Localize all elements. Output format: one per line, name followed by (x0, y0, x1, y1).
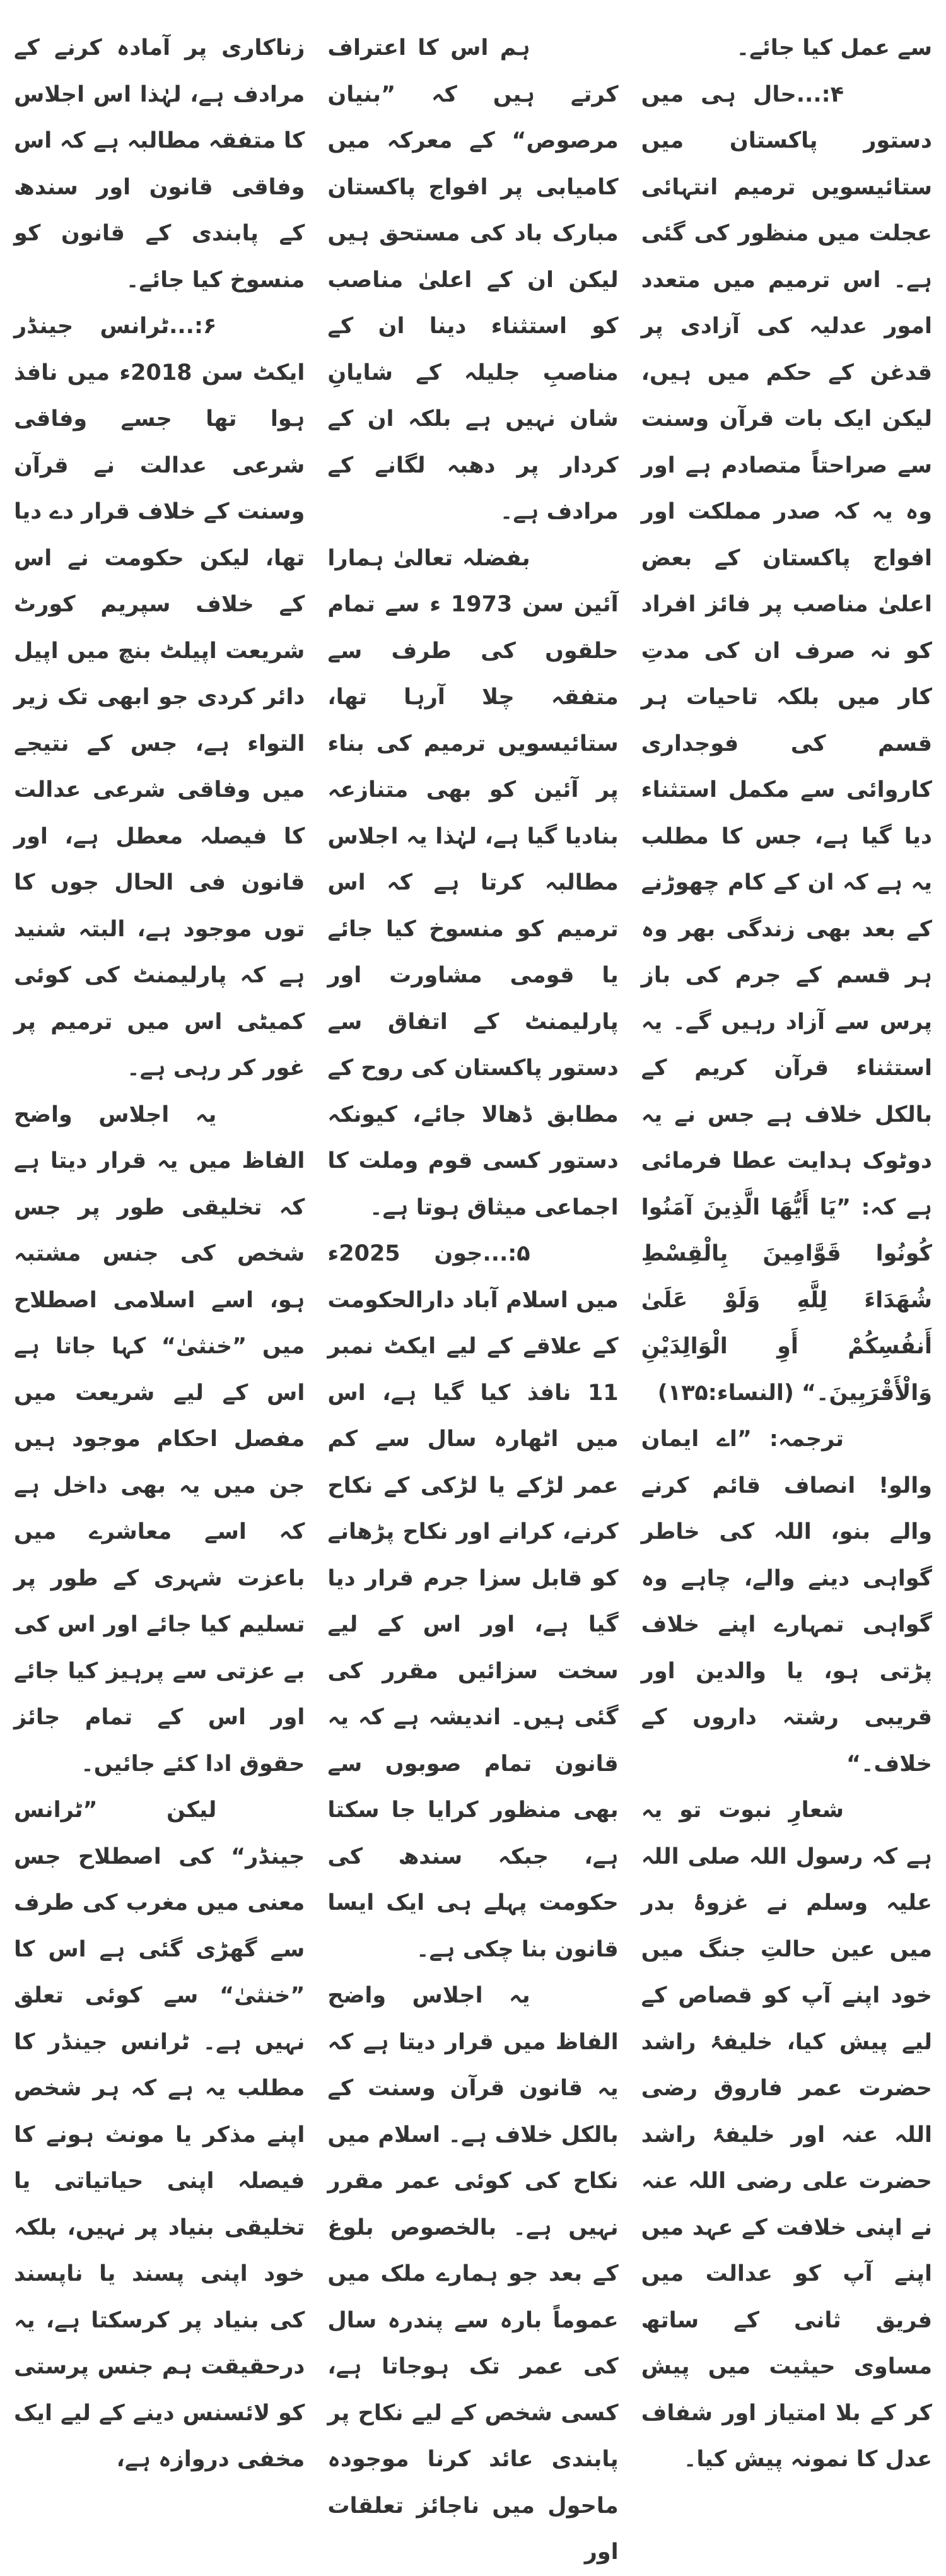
paragraph: لیکن ”ٹرانس جینڈر“ کی اصطلاح جس معنی میں مغرب کی طرف سے گھڑی گئی ہے اس کا ”خنثیٰ“ سے کوئی تعلق نہیں ہے۔ ٹرانس جینڈر کا مطلب یہ ہے کہ ہر شخص اپنے مذکر یا مونث ہونے کا فیصلہ اپنی حیاتیاتی یا تخلیقی بنیاد پر نہیں، بلکہ خود اپنی پسند یا ناپسند کی بنیاد پر کرسکتا ہے، یہ درحقیقت ہم جنس پرستی کو لائسنس دینے کے لیے ایک مخفی دروازہ ہے، (14, 1797, 305, 2472)
paragraph: سے عمل کیا جائے۔ (736, 35, 932, 61)
paragraph-clause-5: ۵:...جون 2025ء میں اسلام آباد دارالحکومت کے علاقے کے لیے ایکٹ نمبر 11 نافذ کیا گیا ہے، اس میں اٹھارہ سال سے کم عمر لڑکے یا لڑکی کے نکاح کرنے، کرانے اور نکاح پڑھانے کو قابل سزا جرم قرار دیا گیا ہے، اور اس کے لیے سخت سزائیں مقرر کی گئی ہیں۔ اندیشہ ہے کہ یہ قانون تمام صوبوں سے بھی منظور کرایا جا سکتا ہے، جبکہ سندھ کی حکومت پہلے ہی ایک ایسا قانون بنا چکی ہے۔ (327, 1241, 619, 1962)
paragraph: زناکاری پر آمادہ کرنے کے مرادف ہے، لہٰذا اس اجلاس کا متفقہ مطالبہ ہے کہ اس وفاقی قانون اور سندھ کے پابندی کے قانون کو منسوخ کیا جائے۔ (14, 35, 305, 293)
paragraph: یہ اجلاس واضح الفاظ میں یہ قرار دیتا ہے کہ تخلیقی طور پر جس شخص کی جنس مشتبہ ہو، اسے اسلامی اصطلاح میں ”خنثیٰ“ کہا جاتا ہے اس کے لیے شریعت میں مفصل احکام موجود ہیں جن میں یہ بھی داخل ہے کہ اسے معاشرے میں باعزت شہری کے طور پر تسلیم کیا جائے اور اس کی بے عزتی سے پرہیز کیا جائے اور اس کے تمام جائز حقوق ادا کئے جائیں۔ (14, 1102, 305, 1777)
paragraph: شعارِ نبوت تو یہ ہے کہ رسول اللہ صلی اللہ علیہ وسلم نے غزوۂ بدر میں عین حالتِ جنگ میں خود اپنے آپ کو قصاص کے لیے پیش کیا، خلیفۂ راشد حضرت عمر فاروق رضی اللہ عنہ اور خلیفۂ راشد حضرت علی رضی اللہ عنہ نے اپنی خلافت کے عہد میں اپنے آپ کو عدالت میں فریق ثانی کے ساتھ مساوی حیثیت میں پیش کر کے بلا امتیاز اور شفاف عدل کا نمونہ پیش کیا۔ (641, 1797, 932, 2472)
paragraph: ہم اس کا اعتراف کرتے ہیں کہ ”بنیان مرصوص“ کے معرکہ میں کامیابی پر افواج پاکستان مبارک باد کی مستحق ہیں لیکن ان کے اعلیٰ مناصب کو استثناء دینا ان کے مناصبِ جلیلہ کے شایانِ شان نہیں ہے بلکہ ان کے کردار پر دھبہ لگانے کے مرادف ہے۔ (327, 35, 619, 524)
column-left (14, 25, 305, 2472)
paragraph-clause-6: ۶:...ٹرانس جینڈر ایکٹ سن 2018ء میں نافذ ہوا تھا جسے وفاقی شرعی عدالت نے قرآن وسنت کے خلاف قرار دے دیا تھا، لیکن حکومت نے اس کے خلاف سپریم کورٹ شریعت اپیلٹ بنچ میں اپیل دائر کردی جو ابھی تک زیر التواء ہے، جس کے نتیجے میں وفاقی شرعی عدالت کا فیصلہ معطل ہے، اور قانون فی الحال جوں کا توں موجود ہے، البتہ شنید ہے کہ پارلیمنٹ کی کوئی کمیٹی اس میں ترمیم پر غور کر رہی ہے۔ (14, 314, 305, 1081)
column-right (641, 25, 932, 2472)
paragraph: یہ اجلاس واضح الفاظ میں قرار دیتا ہے کہ یہ قانون قرآن وسنت کے بالکل خلاف ہے۔ اسلام میں نکاح کی کوئی عمر مقرر نہیں ہے۔ بالخصوص بلوغ کے بعد جو ہمارے ملک میں عموماً بارہ سے پندرہ سال کی عمر تک ہوجاتا ہے، کسی شخص کے لیے نکاح پر پابندی عائد کرنا موجودہ ماحول میں ناجائز تعلقات اور (327, 1983, 619, 2565)
paragraph-translation: ترجمہ: ”اے ایمان والو! انصاف قائم کرنے والے بنو، اللہ کی خاطر گواہی دینے والے، چاہے وہ گواہی تمہارے اپنے خلاف پڑتی ہو، یا والدین اور قریبی رشتہ داروں کے خلاف۔“ (641, 1426, 932, 1777)
paragraph-clause-4: ۴:...حال ہی میں دستور پاکستان میں ستائیسویں ترمیم انتہائی عجلت میں منظور کی گئی ہے۔ اس ترمیم میں متعدد امور عدلیہ کی آزادی پر قدغن کے حکم میں ہیں، لیکن ایک بات قرآن وسنت سے صراحتاً متصادم ہے اور وہ یہ کہ صدر مملکت اور افواج پاکستان کے بعض اعلیٰ مناصب پر فائز افراد کو نہ صرف ان کی مدتِ کار میں بلکہ تاحیات ہر قسم کی فوجداری کاروائی سے مکمل استثناء دیا گیا ہے، جس کا مطلب یہ ہے کہ ان کے کام چھوڑنے کے بعد بھی زندگی بھر وہ ہر قسم کے جرم کی باز پرس سے آزاد رہیں گے۔ یہ استثناء قرآن کریم کے بالکل خلاف ہے جس نے یہ دوٹوک ہدایت عطا فرمائی ہے کہ: ”يَا أَيُّهَا الَّذِينَ آمَنُوا كُونُوا قَوَّامِينَ بِالْقِسْطِ شُهَدَاءَ لِلَّهِ وَلَوْ عَلَىٰ أَنفُسِكُمْ أَوِ الْوَالِدَيْنِ وَالْأَقْرَبِينَ۔“ (النساء:۱۳۵) (641, 81, 932, 1406)
paragraph: بفضلہ تعالیٰ ہمارا آئین سن 1973 ء سے تمام حلقوں کی طرف سے متفقہ چلا آرہا تھا، ستائیسویں ترمیم کی بناء پر آئین کو بھی متنازعہ بنادیا گیا ہے، لہٰذا یہ اجلاس مطالبہ کرتا ہے کہ اس ترمیم کو منسوخ کیا جائے یا قومی مشاورت اور پارلیمنٹ کے اتفاق سے دستور پاکستان کی روح کے مطابق ڈھالا جائے، کیونکہ دستور کسی قوم وملت کا اجماعی میثاق ہوتا ہے۔ (327, 545, 619, 1220)
column-middle (327, 25, 619, 2565)
